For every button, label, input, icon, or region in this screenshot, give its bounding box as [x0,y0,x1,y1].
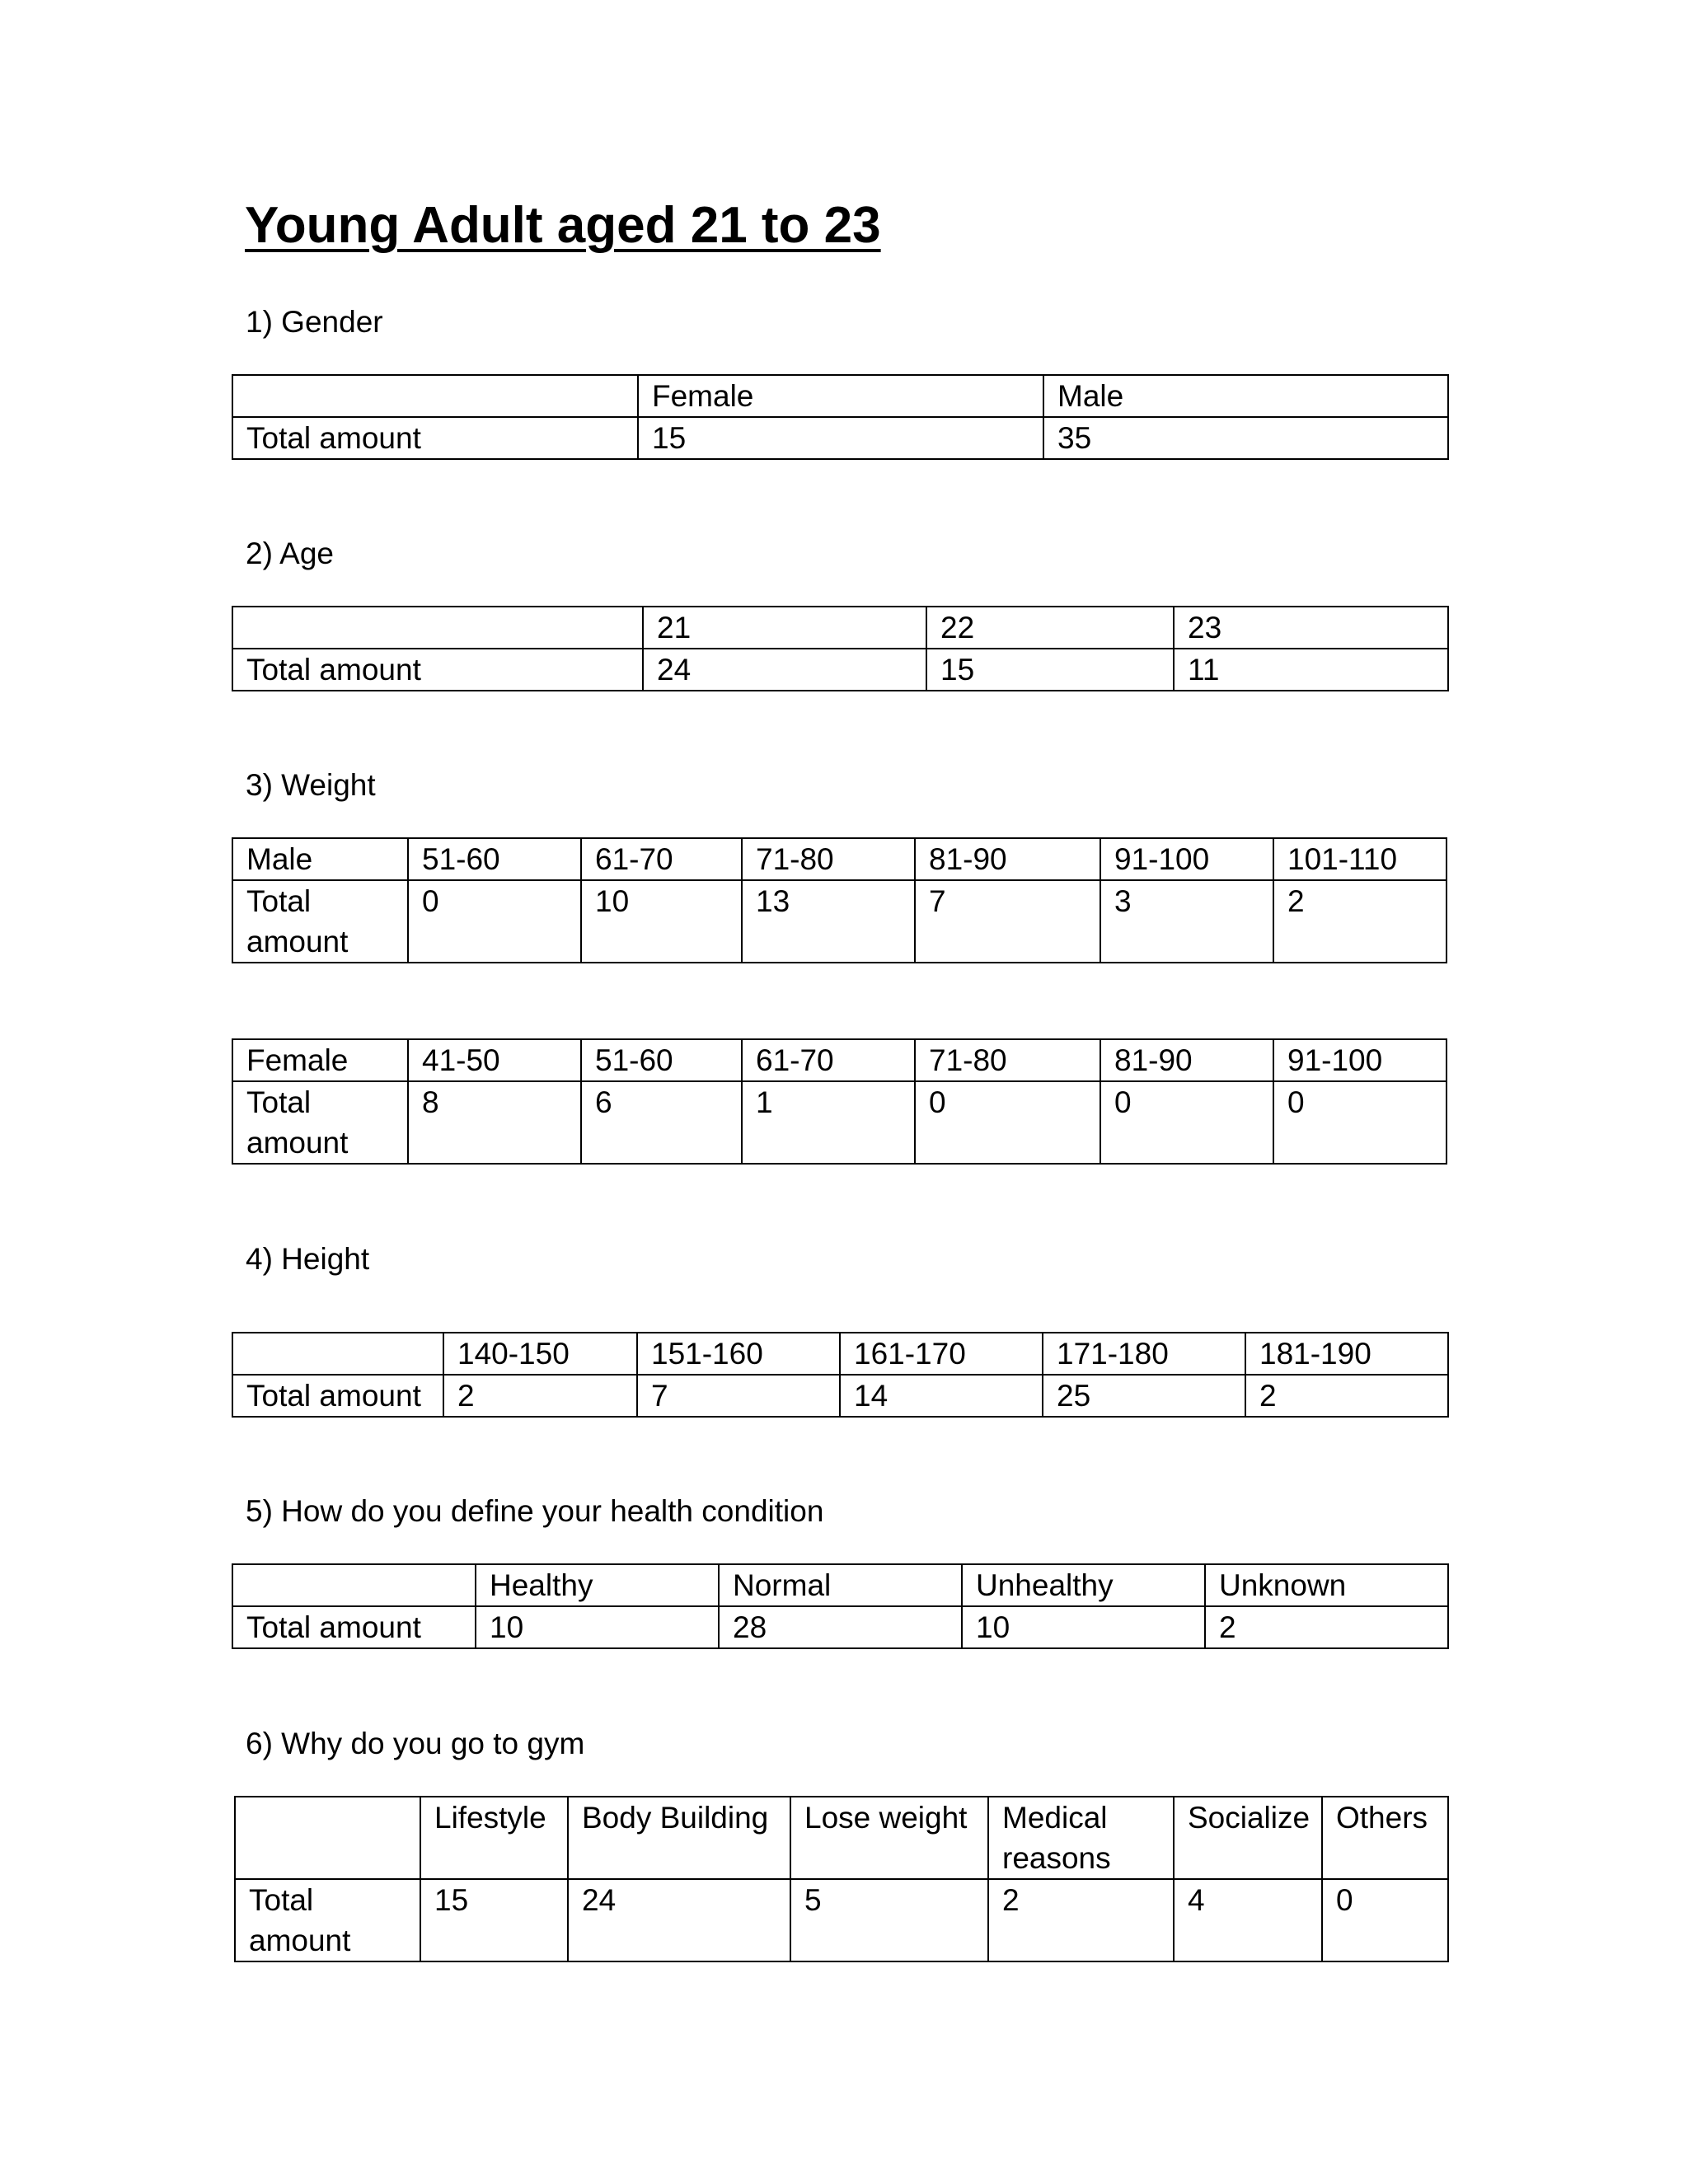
table-cell: 91-100 [1273,1039,1447,1081]
table-cell: 51-60 [581,1039,742,1081]
table-row [232,1606,1448,1648]
table-cell: 140-150 [443,1333,637,1375]
table-cell: Others [1322,1797,1448,1879]
table-cell: 171-180 [1043,1333,1245,1375]
table-cell: 0 [1322,1879,1448,1961]
table-cell: 10 [476,1606,719,1648]
table-cell: 13 [742,880,915,963]
table-cell: 2 [443,1375,637,1417]
table-cell: 35 [1043,417,1448,459]
table-row [232,649,1448,691]
table-cell: Body Building [568,1797,790,1879]
table-cell: Lose weight [790,1797,988,1879]
table-cell: Medical reasons [988,1797,1174,1879]
table-cell: 24 [643,649,926,691]
table-cell: 91-100 [1100,838,1273,880]
table-cell: 14 [840,1375,1043,1417]
table-cell: 51-60 [408,838,581,880]
gender-table [232,374,1449,460]
table-row [235,1879,1448,1961]
table-cell: 1 [742,1081,915,1164]
weight-female-table [232,1038,1447,1165]
page-title: Young Adult aged 21 to 23 [245,197,881,254]
table-cell: Total amount [232,417,638,459]
table-cell: 0 [1273,1081,1447,1164]
table-cell: 71-80 [915,1039,1100,1081]
table-cell [232,1333,443,1375]
table-cell: Male [232,838,408,880]
table-cell: Total amount [232,1606,476,1648]
table-cell: 0 [1100,1081,1273,1164]
age-table [232,606,1449,691]
table-row [232,880,1447,963]
section-heading-age: 2) Age [246,537,334,570]
table-header-row [235,1797,1448,1879]
table-cell: 10 [581,880,742,963]
weight-male-table [232,837,1447,963]
table-cell: 2 [1205,1606,1448,1648]
table-cell: 24 [568,1879,790,1961]
table-cell: Female [232,1039,408,1081]
table-cell: 21 [643,607,926,649]
table-cell: 15 [420,1879,568,1961]
table-cell [235,1797,420,1879]
table-cell: 0 [915,1081,1100,1164]
table-cell: 81-90 [1100,1039,1273,1081]
gym-reasons-table [234,1796,1449,1962]
table-header-row [232,838,1447,880]
table-cell: 161-170 [840,1333,1043,1375]
table-cell: 61-70 [742,1039,915,1081]
table-cell: 71-80 [742,838,915,880]
table-cell: Male [1043,375,1448,417]
section-heading-weight: 3) Weight [246,768,376,802]
table-cell: Total amount [232,649,643,691]
table-cell: 7 [915,880,1100,963]
table-cell: 41-50 [408,1039,581,1081]
table-header-row [232,375,1448,417]
table-cell: 6 [581,1081,742,1164]
table-row [232,417,1448,459]
table-cell: 151-160 [637,1333,840,1375]
table-cell: 8 [408,1081,581,1164]
table-cell [232,375,638,417]
table-cell: Unknown [1205,1564,1448,1606]
table-cell: Lifestyle [420,1797,568,1879]
section-heading-gender: 1) Gender [246,305,383,339]
table-cell: Normal [719,1564,962,1606]
table-cell: Total amount [232,880,408,963]
table-cell: 7 [637,1375,840,1417]
table-cell: 181-190 [1245,1333,1448,1375]
height-table [232,1332,1449,1418]
table-cell: 28 [719,1606,962,1648]
table-cell: 25 [1043,1375,1245,1417]
table-cell: Healthy [476,1564,719,1606]
table-cell: Socialize [1174,1797,1322,1879]
table-cell: 22 [926,607,1174,649]
table-cell: Unhealthy [962,1564,1205,1606]
table-header-row [232,1333,1448,1375]
table-cell: 23 [1174,607,1448,649]
table-cell: 0 [408,880,581,963]
table-header-row [232,607,1448,649]
table-cell: 2 [988,1879,1174,1961]
table-cell: Total amount [232,1081,408,1164]
table-cell: 2 [1245,1375,1448,1417]
section-heading-gym: 6) Why do you go to gym [246,1727,585,1760]
table-cell: 15 [638,417,1043,459]
table-cell: 81-90 [915,838,1100,880]
table-cell: 61-70 [581,838,742,880]
section-heading-height: 4) Height [246,1242,370,1276]
table-header-row [232,1564,1448,1606]
section-heading-health: 5) How do you define your health condition [246,1494,824,1528]
table-cell [232,607,643,649]
table-cell: Total amount [232,1375,443,1417]
table-cell: 11 [1174,649,1448,691]
table-cell: 4 [1174,1879,1322,1961]
table-cell [232,1564,476,1606]
table-cell: 2 [1273,880,1447,963]
table-cell: 5 [790,1879,988,1961]
table-cell: 101-110 [1273,838,1447,880]
table-row [232,1375,1448,1417]
table-cell: 15 [926,649,1174,691]
table-row [232,1081,1447,1164]
table-cell: Female [638,375,1043,417]
table-cell: 10 [962,1606,1205,1648]
table-cell: 3 [1100,880,1273,963]
health-table [232,1563,1449,1649]
table-header-row [232,1039,1447,1081]
table-cell: Total amount [235,1879,420,1961]
